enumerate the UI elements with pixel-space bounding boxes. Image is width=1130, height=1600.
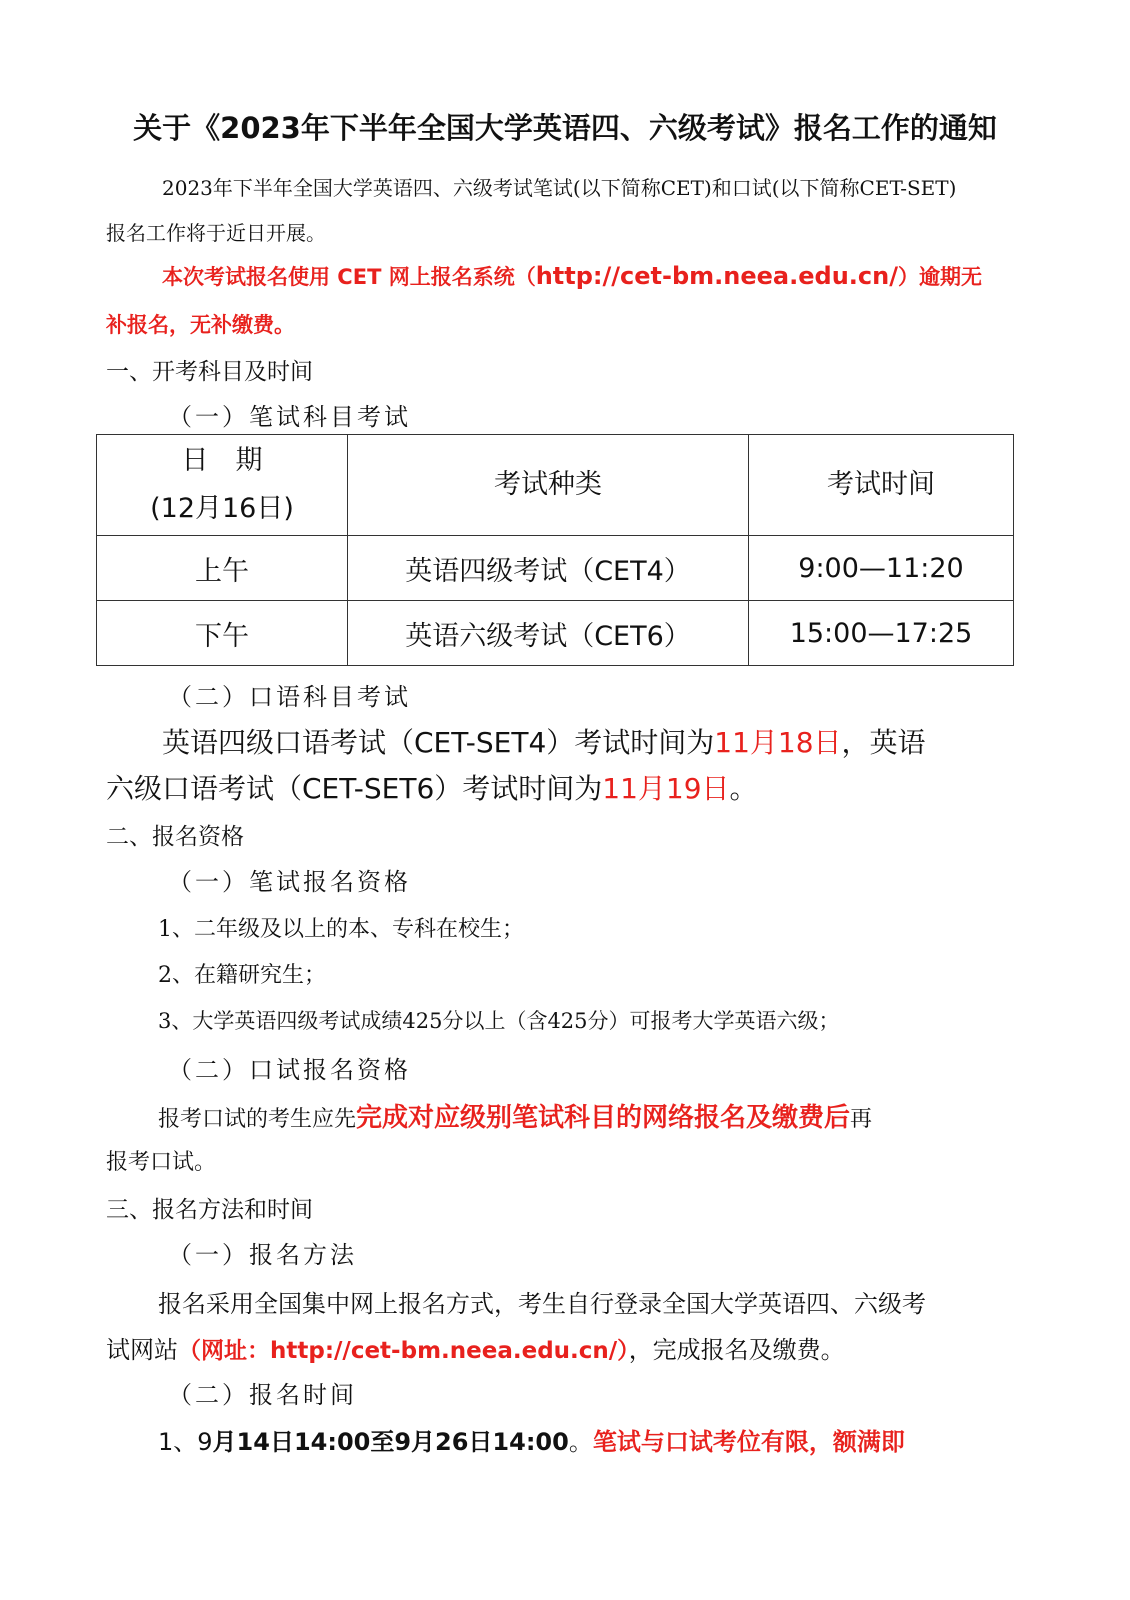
registration-url-link[interactable]: http://cet-bm.neea.edu.cn/ bbox=[535, 262, 898, 290]
exam-time-cell: 9:00—11:20 bbox=[749, 536, 1014, 601]
exam-schedule-table bbox=[96, 434, 1014, 666]
registration-time-prefix: 1、9 bbox=[158, 1428, 213, 1456]
table-row bbox=[97, 536, 1014, 601]
registration-time-period: 。 bbox=[568, 1428, 593, 1456]
date-header-cell bbox=[97, 435, 348, 536]
section-3-heading: 三、报名方法和时间 bbox=[106, 1197, 313, 1223]
cet-set6-date: 11月19日 bbox=[602, 772, 730, 805]
notice-line-2: 补报名，无补缴费。 bbox=[106, 313, 295, 337]
table-row bbox=[97, 601, 1014, 666]
oral-exam-period: 。 bbox=[729, 772, 758, 805]
exam-time-cell: 15:00—17:25 bbox=[749, 601, 1014, 666]
intro-paragraph-line-1: 2023年下半年全国大学英语四、六级考试笔试(以下简称CET)和口试(以下简称CET-SET) bbox=[162, 176, 957, 200]
section-2-subheading-written: （一）笔试报名资格 bbox=[168, 868, 411, 896]
oral-eligibility-text-tail: 再 bbox=[850, 1107, 873, 1132]
oral-exam-line-2 bbox=[106, 767, 758, 807]
oral-eligibility-highlight: 完成对应级别笔试科目的网络报名及缴费后 bbox=[356, 1103, 851, 1133]
oral-exam-line-1 bbox=[162, 721, 926, 761]
method-url-link[interactable]: （网址：http://cet-bm.neea.edu.cn/） bbox=[178, 1338, 629, 1364]
method-text-tail: ，完成报名及缴费。 bbox=[628, 1336, 845, 1364]
oral-exam-text: 六级口语考试（CET-SET6）考试时间为 bbox=[106, 772, 603, 805]
session-cell: 上午 bbox=[97, 536, 348, 601]
intro-paragraph-line-2: 报名工作将于近日开展。 bbox=[106, 221, 326, 245]
session-cell: 下午 bbox=[97, 601, 348, 666]
exam-type-cell: 英语六级考试（CET6） bbox=[348, 601, 749, 666]
page-title: 关于《2023年下半年全国大学英语四、六级考试》报名工作的通知 bbox=[133, 111, 997, 145]
list-item: 3、大学英语四级考试成绩425分以上（含425分）可报考大学英语六级； bbox=[158, 1009, 840, 1033]
notice-line-1 bbox=[162, 261, 982, 291]
oral-eligibility-text: 报考口试的考生应先 bbox=[158, 1107, 357, 1132]
list-item: 1、二年级及以上的本、专科在校生； bbox=[158, 917, 524, 942]
exam-type-cell: 英语四级考试（CET4） bbox=[348, 536, 749, 601]
method-text: 试网站 bbox=[106, 1336, 178, 1364]
notice-text-tail: ）逾期无 bbox=[897, 265, 982, 289]
oral-exam-text: 英语四级口语考试（CET-SET4）考试时间为 bbox=[162, 726, 715, 759]
exam-time-header: 考试时间 bbox=[749, 435, 1014, 536]
list-item: 2、在籍研究生； bbox=[158, 963, 326, 988]
notice-text: 本次考试报名使用 CET 网上报名系统（ bbox=[162, 265, 536, 289]
method-line-2 bbox=[106, 1330, 845, 1365]
section-2-heading: 二、报名资格 bbox=[106, 824, 244, 850]
registration-time-range: 月14日14:00至9月26日14:00 bbox=[212, 1428, 569, 1456]
section-1-subheading-oral: （二）口语科目考试 bbox=[168, 683, 411, 711]
section-1-subheading-written: （一）笔试科目考试 bbox=[168, 403, 411, 431]
section-3-subheading-time: （二）报名时间 bbox=[168, 1381, 357, 1409]
cet-set4-date: 11月18日 bbox=[714, 726, 842, 759]
table-header-row bbox=[97, 435, 1014, 536]
section-2-subheading-oral: （二）口试报名资格 bbox=[168, 1056, 411, 1084]
registration-capacity-warning: 笔试与口试考位有限，额满即 bbox=[592, 1428, 905, 1456]
section-1-heading: 一、开考科目及时间 bbox=[106, 359, 313, 385]
exam-type-header: 考试种类 bbox=[348, 435, 749, 536]
registration-time-line bbox=[158, 1422, 905, 1457]
oral-eligibility-line-1 bbox=[158, 1097, 872, 1134]
date-header-value: (12月16日) bbox=[150, 493, 294, 524]
date-header-label: 日 期 bbox=[181, 445, 263, 476]
method-line-1: 报名采用全国集中网上报名方式，考生自行登录全国大学英语四、六级考 bbox=[158, 1290, 926, 1318]
section-3-subheading-method: （一）报名方法 bbox=[168, 1241, 357, 1269]
oral-exam-text-tail: ，英语 bbox=[841, 726, 926, 759]
oral-eligibility-line-2: 报考口试。 bbox=[106, 1150, 217, 1175]
